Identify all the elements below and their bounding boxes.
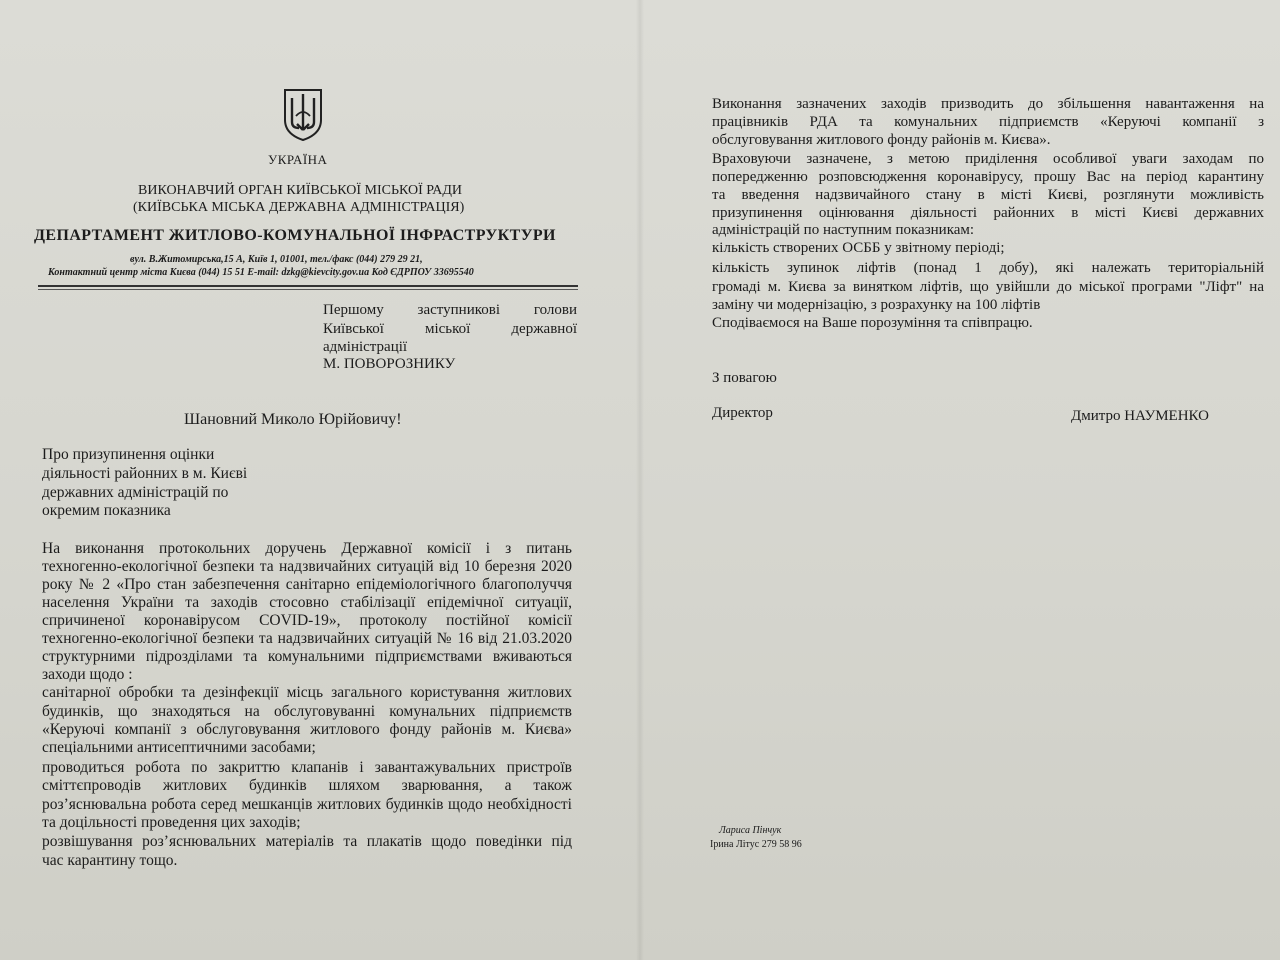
department-name: ДЕПАРТАМЕНТ ЖИТЛОВО-КОМУНАЛЬНОЇ ІНФРАСТРУКТУРИ	[34, 227, 556, 244]
body-text-line: призупинення оцінювання діяльності районних в місті Києві державних	[712, 205, 1264, 221]
signature-title: Директор	[712, 405, 773, 421]
body-text-line: час карантину тощо.	[42, 852, 178, 869]
executive-body-line1: ВИКОНАВЧИЙ ОРГАН КИЇВСЬКОЇ МІСЬКОЇ РАДИ	[138, 183, 463, 198]
subject-line: діяльності районних в м. Києві	[42, 465, 248, 482]
country-name: УКРАЇНА	[268, 152, 328, 167]
body-text-line: спричиненої коронавірусом COVID-19», протоколу постійної комісії	[42, 612, 572, 629]
body-text-line: техногенно-екологічної безпеки та надзвичайних ситуацій № 16 від 21.03.2020	[42, 630, 572, 647]
body-text-line: адміністрацій по наступним показникам:	[712, 222, 975, 238]
body-text-line: сміттєпроводів житлових будинків шляхом зварювання, а також	[42, 777, 572, 794]
body-text-line: техногенно-екологічної безпеки та надзвичайних ситуацій від 10 березня 2020	[42, 558, 572, 575]
address-line2: Контактний центр міста Києва (044) 15 51 E-mail: dzkg@kievcity.gov.ua Код ЄДРПОУ 33695540	[48, 267, 474, 278]
body-text-line: та доцільності проведення цих заходів;	[42, 814, 301, 831]
addressee-name: М. ПОВОРОЗНИКУ	[323, 356, 456, 372]
body-text-line: заходи щодо :	[42, 666, 133, 683]
body-text-line: попередженню розповсюдження коронавірусу, прошу Вас на період карантину	[712, 169, 1264, 185]
body-text-line: санітарної обробки та дезінфекції місць загального користування житлових	[42, 684, 572, 701]
body-text-line: населення України та заходів стосовно стабілізації епідемічної ситуації,	[42, 594, 572, 611]
header-divider	[38, 285, 578, 287]
body-text-line: Сподіваємося на Ваше порозуміння та співпрацю.	[712, 315, 1033, 331]
addressee-line2: Київської міської державної	[323, 321, 577, 337]
salutation: Шановний Миколо Юрійовичу!	[184, 411, 402, 428]
body-text-line: структурними підрозділами та комунальними підприємствами вживаються	[42, 648, 572, 665]
address-line1: вул. В.Житомирська,15 А, Київ 1, 01001, тел./факс (044) 279 29 21,	[130, 254, 423, 265]
executor-line2: Ірина Літус 279 58 96	[710, 839, 802, 850]
body-text-line: працівників РДА та комунальних підприємств «Керуючі компанії з	[712, 114, 1264, 130]
subject-line: державних адміністрацій по	[42, 484, 229, 501]
body-text-line: проводиться робота по закриттю клапанів і завантажувальних пристроїв	[42, 759, 572, 776]
body-text-line: роз’яснювальна робота серед мешканців житлових будинків щодо необхідності	[42, 796, 572, 813]
signature-name: Дмитро НАУМЕНКО	[1071, 408, 1210, 424]
header-divider-thin	[38, 289, 578, 290]
body-text-line: «Керуючі компанії з обслуговування житлового фонду районів м. Києва»	[42, 721, 572, 738]
subject-line: окремим показника	[42, 502, 171, 519]
executor-line1: Лариса Пінчук	[719, 825, 782, 836]
signature-closing: З повагою	[712, 370, 777, 386]
body-text-line: розвішування роз’яснювальних матеріалів та плакатів щодо поведінки під	[42, 833, 572, 850]
body-text-line: Враховуючи зазначене, з метою приділення особливої уваги заходам по	[712, 151, 1264, 167]
body-text-line: На виконання протокольних доручень Державної комісії і з питань	[42, 540, 572, 557]
body-text-line: заміну чи модернізацію, з розрахунку на 100 ліфтів	[712, 297, 1041, 313]
body-text-line: обслуговування житлового фонду районів м. Києва».	[712, 132, 1051, 148]
body-text-line: спеціальними антисептичними засобами;	[42, 739, 316, 756]
executive-body-line2: (КИЇВСЬКА МІСЬКА ДЕРЖАВНА АДМІНІСТРАЦІЯ)	[133, 200, 465, 215]
body-text-line: року № 2 «Про стан забезпечення санітарно епідеміологічного благополуччя	[42, 576, 572, 593]
body-text-line: кількість зупинок ліфтів (понад 1 добу), які належать територіальній	[712, 260, 1264, 276]
body-text-line: громаді м. Києва за винятком ліфтів, що увійшли до міської програми "Ліфт" на	[712, 279, 1264, 295]
body-text-line: будинків, що знаходяться на обслуговуванні комунальних підприємств	[42, 703, 572, 720]
body-text-line: Виконання зазначених заходів призводить до збільшення навантаження на	[712, 96, 1264, 112]
addressee-line3: адміністрації	[323, 339, 408, 355]
body-text-line: кількість створених ОСББ у звітному періоді;	[712, 240, 1005, 256]
addressee-line1: Першому заступникові голови	[323, 302, 577, 318]
body-text-line: та введення надзвичайного стану в місті Києві, розглянути можливість	[712, 187, 1264, 203]
subject-line: Про призупинення оцінки	[42, 446, 215, 463]
trident-emblem-icon	[281, 86, 325, 142]
